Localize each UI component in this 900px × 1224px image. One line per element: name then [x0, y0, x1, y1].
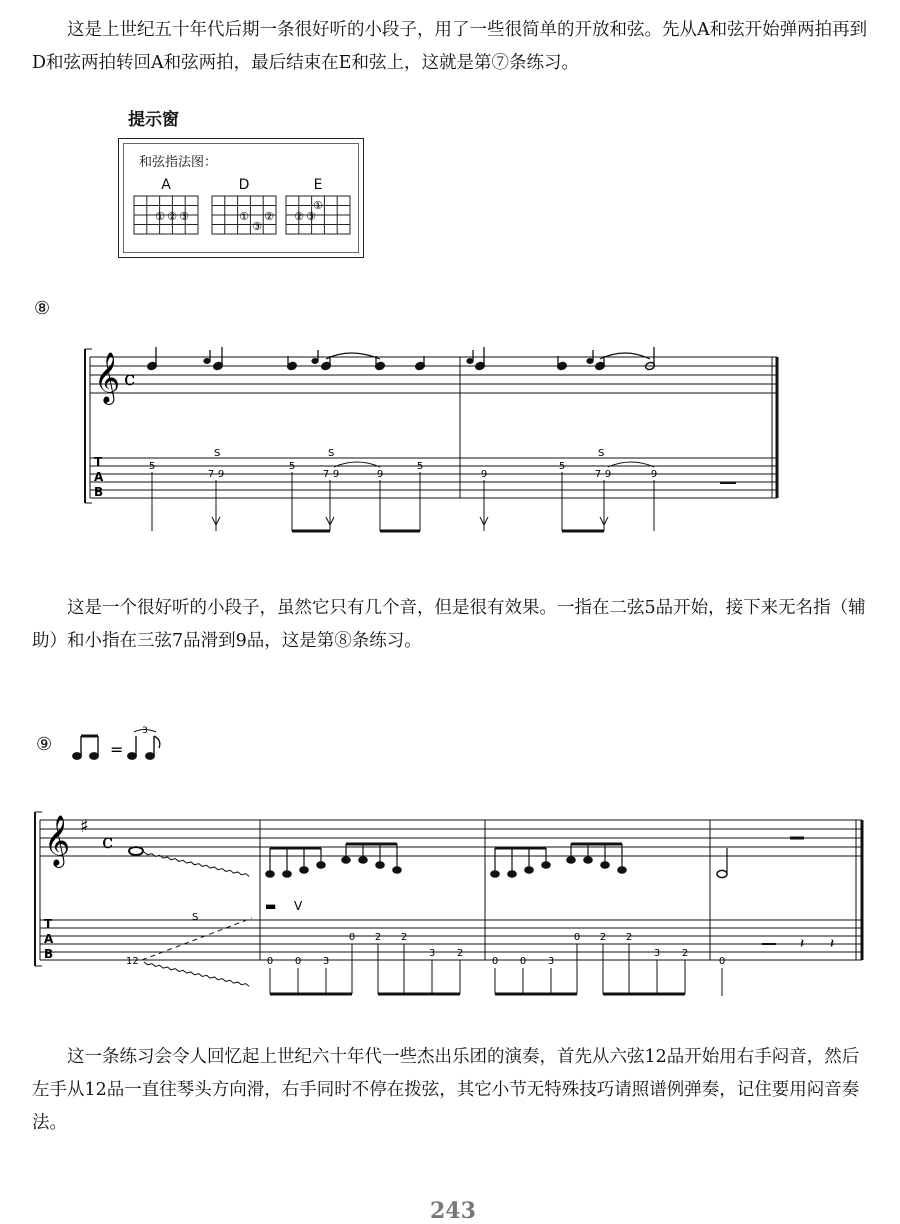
finger-mark: ③ [179, 210, 189, 223]
tab-label-b: B [44, 947, 54, 961]
chord-name: E [313, 177, 323, 193]
quarter-rest-icon: 𝄽 [830, 936, 835, 952]
chord-name: A [161, 177, 171, 193]
finger-mark: ③ [252, 220, 262, 233]
slide-mark: S [598, 448, 605, 459]
slide-mark: S [328, 448, 335, 459]
tab-fret: 9 [650, 469, 658, 480]
exercise-number-9: ⑨ [36, 734, 53, 755]
paragraph-text: 这是上世纪五十年代后期一条很好听的小段子，用了一些很简单的开放和弦。先从A和弦开始弹两拍再到D和弦两拍转回A和弦两拍，最后结束在E和弦上，这就是第⑦条练习。 [32, 20, 868, 73]
tab-fret: 2 [625, 932, 633, 943]
tab-fret: 7 [207, 469, 215, 480]
tab-label-t: T [94, 455, 103, 469]
fretboard-grid [285, 195, 351, 235]
chord-diagram-e [285, 177, 351, 235]
finger-mark: ① [313, 199, 323, 212]
tab-fret: 2 [456, 948, 464, 959]
fretboard-grid [133, 195, 199, 235]
tab-label-b: B [94, 485, 104, 499]
tab-fret: 0 [718, 956, 726, 967]
exercise-8-score [80, 345, 800, 535]
tab-fret: 7 [322, 469, 330, 480]
exercise-9-score [30, 810, 870, 1005]
tab-fret: 9 [217, 469, 225, 480]
tab-fret: 3 [547, 956, 555, 967]
tab-fret: 2 [599, 932, 607, 943]
tab-fret: 7 [594, 469, 602, 480]
chord-hint-box [118, 138, 364, 258]
eighth-note-group [266, 844, 401, 877]
tab-fret: 2 [681, 948, 689, 959]
finger-mark: ① [239, 210, 249, 223]
downstroke-icon: ▬ [265, 899, 277, 913]
slide-mark: S [192, 912, 199, 923]
paragraph-text: 这是一个很好听的小段子，虽然它只有几个音，但是很有效果。一指在二弦5品开始，接下来无名指（辅助）和小指在三弦7品滑到9品，这是第⑧条练习。 [32, 598, 866, 651]
tab-fret: 9 [480, 469, 488, 480]
tab-fret: 0 [491, 956, 499, 967]
whole-note [129, 847, 143, 855]
chord-diagram-label: 和弦指法图： [139, 155, 218, 170]
tab-fret: 0 [519, 956, 527, 967]
chord-diagram-a [133, 177, 199, 235]
tab-fret: 3 [322, 956, 330, 967]
finger-mark: ① [155, 210, 165, 223]
chord-name: D [238, 177, 250, 193]
chord-diagram-d [211, 177, 277, 235]
upstroke-icon: V [294, 899, 303, 913]
treble-clef-icon: 𝄞 [94, 352, 121, 403]
tab-fret: 9 [332, 469, 340, 480]
intro-paragraph [32, 14, 872, 80]
tab-fret: 5 [148, 461, 156, 472]
finger-mark: ② [294, 210, 304, 223]
hint-title: 提示窗 [128, 110, 179, 130]
triplet-mark: 3 [142, 726, 148, 736]
tab-label-a: A [44, 932, 54, 946]
tab-fret: 5 [288, 461, 296, 472]
equals-sign: = [110, 740, 124, 759]
tab-fret: 12 [126, 956, 139, 967]
tab-label-a: A [94, 470, 104, 484]
treble-clef-icon: 𝄞 [44, 815, 71, 866]
tab-fret: 0 [294, 956, 302, 967]
tab-glissando-line [144, 962, 250, 986]
tab-fret: 0 [348, 932, 356, 943]
tab-fret: 9 [604, 469, 612, 480]
paragraph-text: 这一条练习会令人回忆起上世纪六十年代一些杰出乐团的演奏，首先从六弦12品开始用右手闷音，然后左手从12品一直往琴头方向滑，右手同时不停在拨弦，其它小节无特殊技巧请照谱例弹奏，记住要用闷音奏法。 [32, 1047, 860, 1133]
tab-fret: 9 [376, 469, 384, 480]
swing-rhythm-equation [72, 726, 192, 766]
tab-fret: 0 [266, 956, 274, 967]
tab-fret: 5 [558, 461, 566, 472]
time-signature: c [124, 366, 136, 390]
tab-label-t: T [44, 917, 53, 931]
tab-fret: 2 [400, 932, 408, 943]
time-signature: c [102, 829, 114, 853]
tab-fret: 3 [653, 948, 661, 959]
tab-fret: 3 [428, 948, 436, 959]
sharp-icon: ♯ [80, 816, 89, 837]
exercise-number-8: ⑧ [34, 298, 51, 319]
finger-mark: ② [264, 210, 274, 223]
tab-fret: 2 [374, 932, 382, 943]
fretboard-grid [211, 195, 277, 235]
exercise-9-description [32, 1041, 872, 1140]
page-number: 243 [430, 1198, 476, 1224]
slide-line [142, 918, 252, 960]
slide-mark: S [214, 448, 221, 459]
exercise-8-description [32, 592, 872, 658]
tab-fret: 5 [416, 461, 424, 472]
eighth-note-group [491, 844, 626, 877]
finger-mark: ③ [306, 210, 316, 223]
finger-mark: ② [167, 210, 177, 223]
half-note [717, 870, 727, 877]
tab-fret: 0 [573, 932, 581, 943]
quarter-rest-icon: 𝄽 [800, 936, 805, 952]
